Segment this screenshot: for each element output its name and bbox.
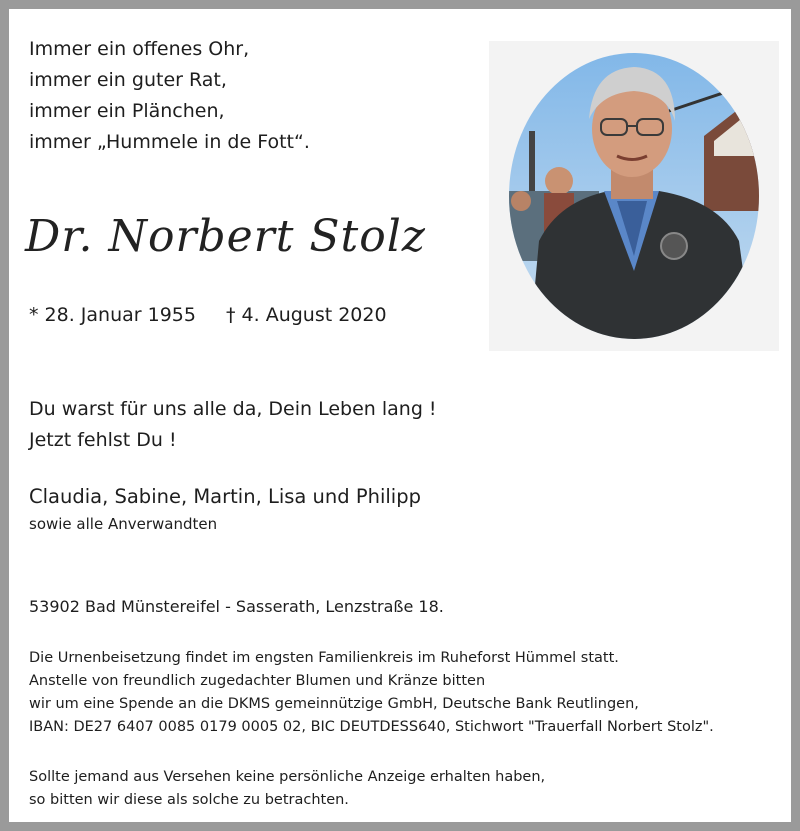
notice-line: Die Urnenbeisetzung findet im engsten Familienkreis im Ruheforst Hümmel statt. bbox=[29, 650, 619, 666]
deceased-name: Dr. Norbert Stolz bbox=[25, 211, 426, 262]
notice-line: IBAN: DE27 6407 0085 0179 0005 02, BIC DEUTDESS640, Stichwort "Trauerfall Norbert Stolz". bbox=[29, 719, 714, 735]
notice-line: wir um eine Spende an die DKMS gemeinnützige GmbH, Deutsche Bank Reutlingen, bbox=[29, 696, 639, 712]
poem-line: immer ein Plänchen, bbox=[29, 100, 225, 122]
portrait-photo bbox=[489, 41, 779, 351]
poem bbox=[29, 34, 310, 158]
closing-line: so bitten wir diese als solche zu betrachten. bbox=[29, 792, 349, 808]
death-date: † 4. August 2020 bbox=[225, 304, 387, 326]
birth-date: * 28. Januar 1955 bbox=[29, 304, 196, 326]
motto-line: Jetzt fehlst Du ! bbox=[29, 429, 177, 451]
life-dates bbox=[29, 304, 387, 326]
family-address: 53902 Bad Münstereifel - Sasserath, Lenzstraße 18. bbox=[29, 597, 444, 616]
portrait-photo-icon bbox=[489, 41, 779, 351]
motto-line: Du warst für uns alle da, Dein Leben lang ! bbox=[29, 398, 437, 420]
family-names: Claudia, Sabine, Martin, Lisa und Philipp bbox=[29, 485, 421, 508]
closing-note bbox=[29, 766, 545, 812]
poem-line: immer „Hummele in de Fott“. bbox=[29, 131, 310, 153]
funeral-notice bbox=[29, 647, 714, 739]
poem-line: Immer ein offenes Ohr, bbox=[29, 38, 250, 60]
relatives-line: sowie alle Anverwandten bbox=[29, 515, 218, 533]
closing-line: Sollte jemand aus Versehen keine persönliche Anzeige erhalten haben, bbox=[29, 769, 546, 785]
motto bbox=[29, 394, 437, 456]
notice-line: Anstelle von freundlich zugedachter Blumen und Kränze bitten bbox=[29, 673, 486, 689]
poem-line: immer ein guter Rat, bbox=[29, 69, 227, 91]
